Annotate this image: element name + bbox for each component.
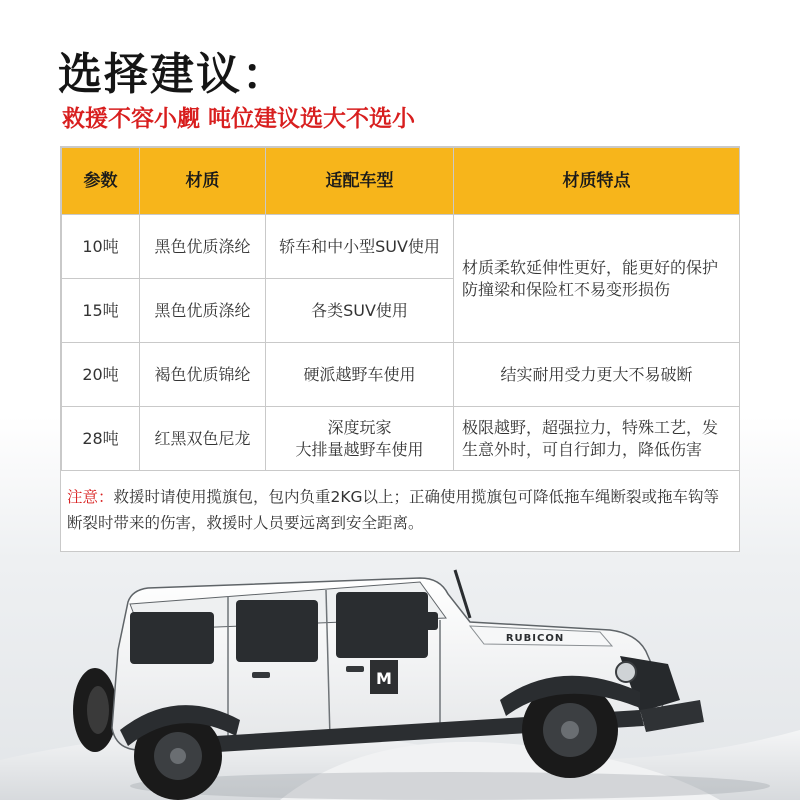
page-title: 选择建议： [58,49,288,100]
cell-feature: 极限越野，超强拉力，特殊工艺，发生意外时，可自行卸力，降低伤害 [454,407,740,471]
cell-param: 10吨 [62,215,140,279]
jeep-photo [0,560,800,800]
hood-badge: RUBICON [505,633,565,644]
door-badge: M [376,669,392,688]
cell-vehicle-line: 深度玩家 [327,417,392,437]
cell-vehicle: 轿车和中小型SUV使用 [266,215,454,279]
rear-door-window [236,600,318,662]
cell-material: 褐色优质锦纶 [140,343,266,407]
note-text: 救援时请使用揽旗包，包内负重2KG以上；正确使用揽旗包可降低拖车绳断裂或拖车钩等断裂时带来的伤害，救援时人员要远离到安全距离。 [67,488,720,532]
side-mirror [418,612,438,630]
spec-table-card [60,146,740,552]
vehicle-shadow [130,772,770,800]
door-handle [346,666,364,672]
cell-param: 28吨 [62,407,140,471]
table-row [62,407,740,471]
cell-material: 红黑双色尼龙 [140,407,266,471]
cell-material: 黑色优质涤纶 [140,215,266,279]
front-door-window [336,592,428,658]
safety-note [67,484,727,536]
table-header-row [62,148,740,215]
cell-feature: 结实耐用受力更大不易破断 [454,343,740,407]
header-material: 材质 [140,148,266,215]
cell-vehicle: 各类SUV使用 [266,279,454,343]
header-param: 参数 [62,148,140,215]
page-subtitle: 救援不容小觑 吨位建议选大不选小 [62,106,416,132]
cell-param: 20吨 [62,343,140,407]
header-feature: 材质特点 [454,148,740,215]
spare-wheel [73,668,117,752]
spec-table [61,147,740,471]
cell-vehicle: 硬派越野车使用 [266,343,454,407]
cell-vehicle [266,407,454,471]
rear-window [130,612,214,664]
cell-feature-merged: 材质柔软延伸性更好，能更好的保护防撞梁和保险杠不易变形损伤 [454,215,740,343]
cell-param: 15吨 [62,279,140,343]
headlight [616,662,636,682]
note-label: 注意： [67,488,114,506]
table-row [62,215,740,279]
table-row [62,343,740,407]
door-handle [252,672,270,678]
cell-material: 黑色优质涤纶 [140,279,266,343]
header-vehicle: 适配车型 [266,148,454,215]
cell-vehicle-line: 大排量越野车使用 [295,439,424,459]
